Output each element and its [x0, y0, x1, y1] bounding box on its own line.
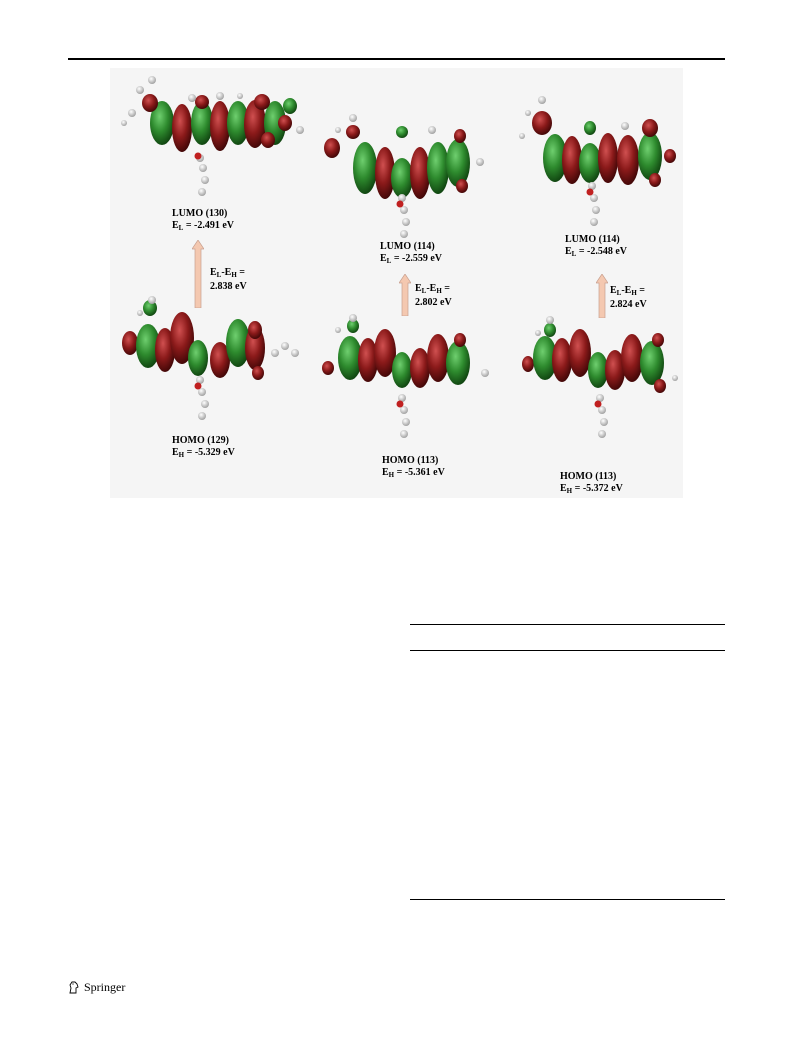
lumo-label-2: LUMO (114) $E_L = -2.559$ eV — [380, 241, 443, 265]
homo-113-orbital-b — [522, 316, 678, 438]
table-bottom-rule — [410, 899, 725, 900]
energy-gap-label-3: $E_L-E_H$ = 2.824 eV — [610, 285, 647, 310]
publisher-footer — [68, 980, 125, 995]
homo-label-3: HOMO (113) $E_H = -5.372$ eV — [560, 471, 623, 495]
header-rule — [68, 58, 725, 60]
frontier-orbitals-figure — [110, 68, 683, 498]
energy-gap-arrow-3 — [596, 274, 608, 318]
energy-gap-label-1: $E_L-E_H$ = 2.838 eV — [210, 267, 247, 292]
lumo-label-3: LUMO (114) $E_L = -2.548$ eV — [565, 234, 628, 258]
homo-113-orbital-a — [322, 314, 489, 438]
lumo-114-orbital-a — [324, 114, 484, 238]
springer-horse-icon — [68, 981, 80, 994]
homo-label-2: HOMO (113) $E_H = -5.361$ eV — [382, 455, 445, 479]
energy-gap-arrow-1 — [192, 240, 204, 308]
homo-129-orbital — [122, 296, 299, 420]
homo-label-1: HOMO (129) $E_H = -5.329$ eV — [172, 435, 235, 459]
publisher-name: Springer — [84, 980, 126, 994]
energy-gap-arrow-2 — [399, 274, 411, 316]
lumo-114-orbital-b — [519, 96, 676, 226]
energy-gap-label-2: $E_L-E_H$ = 2.802 eV — [415, 283, 452, 308]
table-header-rule — [410, 650, 725, 651]
lumo-label-1: LUMO (130) $E_L = -2.491$ eV — [172, 208, 235, 232]
table-top-rule — [410, 624, 725, 625]
lumo-130-orbital — [121, 76, 304, 196]
